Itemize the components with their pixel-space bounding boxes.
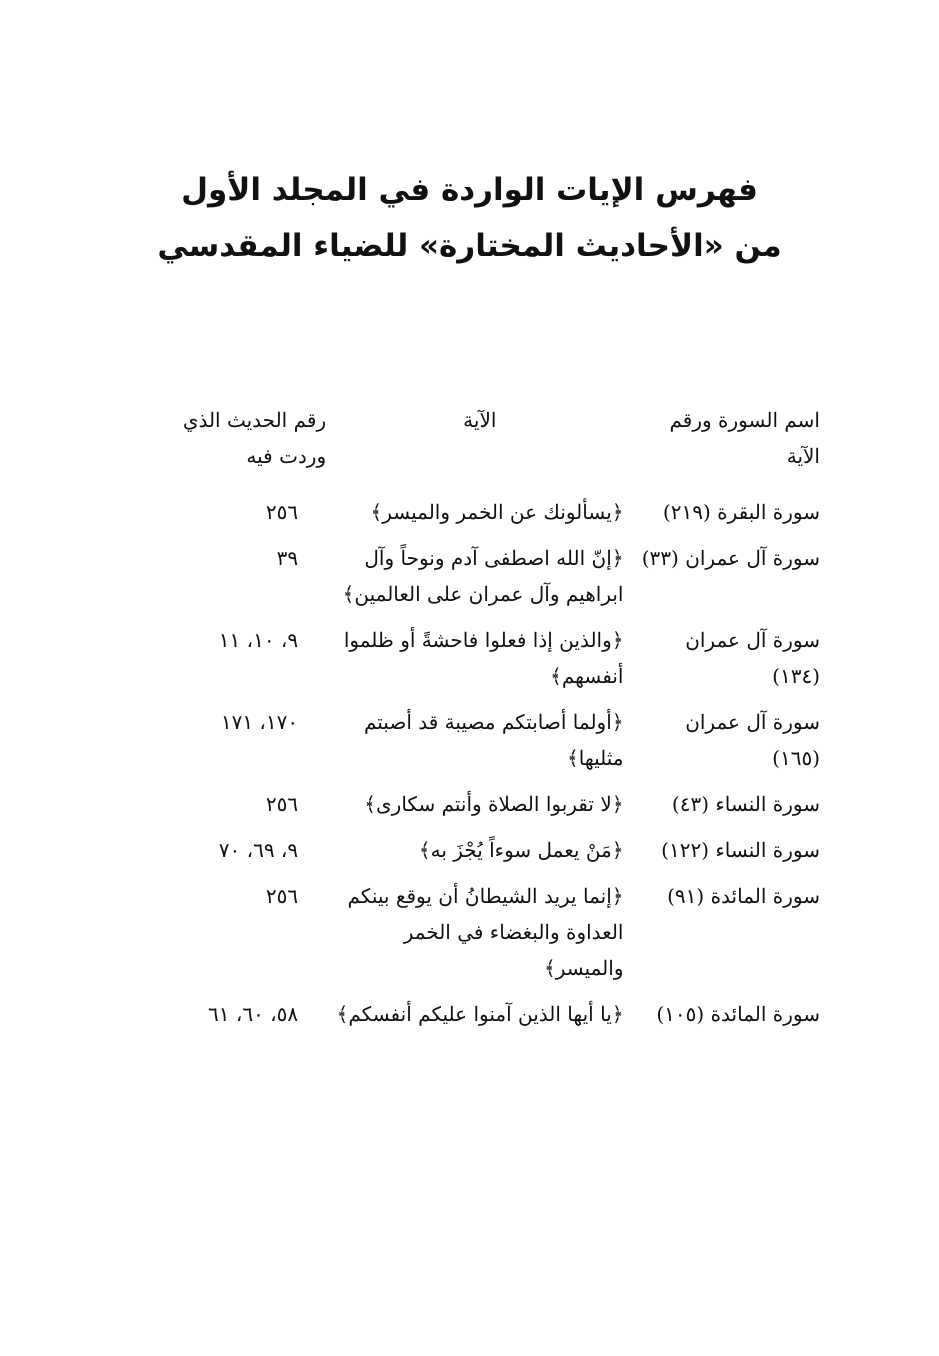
ayah-cell: ﴿أولما أصابتكم مصيبة قد أصبتم مثليها﴾ xyxy=(363,710,624,770)
surah-cell: سورة البقرة (٢١٩) xyxy=(662,500,820,524)
table-row xyxy=(130,996,820,1042)
hadith-cell: ٢٥٦ xyxy=(265,500,299,524)
table-header-row xyxy=(130,402,820,494)
hadith-cell: ١٧٠، ١٧١ xyxy=(220,710,299,734)
ayah-cell: ﴿لا تقربوا الصلاة وأنتم سكارى﴾ xyxy=(364,792,624,816)
ayah-cell: ﴿يا أيها الذين آمنوا عليكم أنفسكم﴾ xyxy=(336,1002,624,1026)
page-title: فهرس الإيات الواردة في المجلد الأول xyxy=(181,172,758,208)
surah-cell: سورة المائدة (١٠٥) xyxy=(656,1002,820,1026)
ayah-cell: ﴿يسألونك عن الخمر والميسر﴾ xyxy=(370,500,624,524)
ayah-cell: ﴿والذين إذا فعلوا فاحشةً أو ظلموا أنفسهم﴾ xyxy=(343,628,624,688)
surah-cell: سورة آل عمران (٣٣) xyxy=(641,546,820,570)
verse-index-table xyxy=(130,402,820,1042)
header-hadith: رقم الحديث الذي وردت فيه xyxy=(182,408,327,468)
hadith-cell: ٣٩ xyxy=(276,546,299,570)
table-row xyxy=(130,832,820,878)
surah-cell: سورة آل عمران (١٦٥) xyxy=(685,710,820,770)
ayah-cell: ﴿مَنْ يعمل سوءاً يُجْزَ به﴾ xyxy=(418,838,624,862)
hadith-cell: ٢٥٦ xyxy=(265,792,299,816)
hadith-cell: ٢٥٦ xyxy=(265,884,299,908)
surah-cell: سورة النساء (٤٣) xyxy=(671,792,820,816)
surah-cell: سورة المائدة (٩١) xyxy=(667,884,820,908)
hadith-cell: ٥٨، ٦٠، ٦١ xyxy=(208,1002,299,1026)
ayah-cell: ﴿إنّ الله اصطفى آدم ونوحاً وآل ابراهيم وآل عمران على العالمين﴾ xyxy=(342,546,624,606)
surah-cell: سورة النساء (١٢٢) xyxy=(661,838,820,862)
table-row xyxy=(130,494,820,540)
hadith-cell: ٩، ١٠، ١١ xyxy=(218,628,299,652)
header-surah: اسم السورة ورقم الآية xyxy=(669,408,820,468)
ayah-cell: ﴿إنما يريد الشيطانُ أن يوقع بينكم العداوة والبغضاء في الخمر والميسر﴾ xyxy=(347,884,624,980)
table-row xyxy=(130,704,820,786)
hadith-cell: ٩، ٦٩، ٧٠ xyxy=(218,838,299,862)
table-row xyxy=(130,622,820,704)
page-subtitle: من «الأحاديث المختارة» للضياء المقدسي xyxy=(157,228,782,264)
table-row xyxy=(130,878,820,996)
table-row xyxy=(130,786,820,832)
table-row xyxy=(130,540,820,622)
surah-cell: سورة آل عمران (١٣٤) xyxy=(685,628,820,688)
header-ayah: الآية xyxy=(463,408,497,432)
